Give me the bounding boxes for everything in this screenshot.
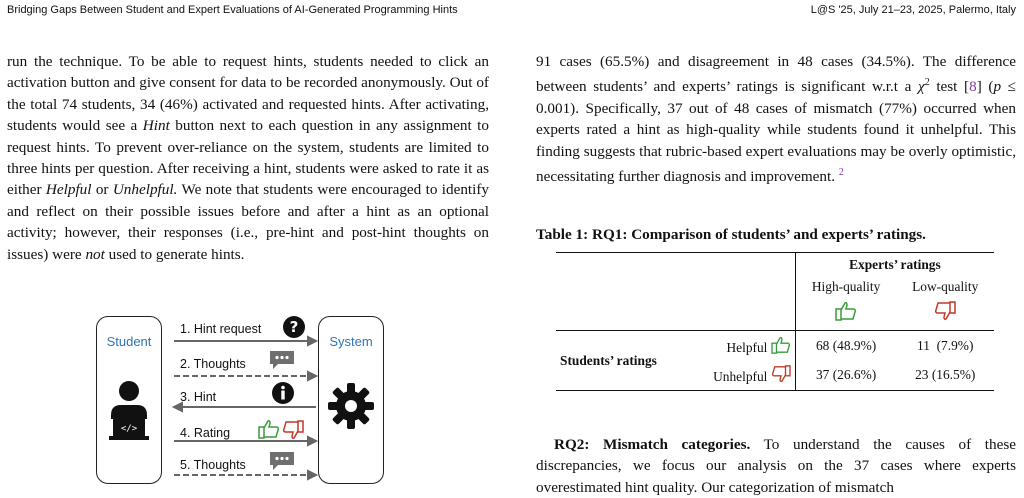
table-row — [556, 331, 994, 361]
col-high-quality: High-quality — [811, 278, 881, 294]
row-label-helpful: Helpful — [726, 339, 768, 355]
svg-text:?: ? — [289, 318, 299, 336]
body-paragraph: 91 cases (65.5%) and disagreement in 48 cases (34.5%). The difference between students’ and experts’ ratings is significant w.r.t a $\chi^2$ test [8] (p ≤ 0.001). Specifically, 37 out of 48 cases of mismatch (77%) occurred when experts rated a hint as high-quality while students found it unhelpful. This finding suggests that rubric-based expert evaluations may be overly optimistic, necessitating further diagnosis and improvement. $^2$ — [536, 53, 1016, 186]
system-label: System — [329, 334, 373, 349]
running-header-venue: L@S '25, July 21–23, 2025, Palermo, Italy — [810, 4, 1016, 16]
svg-text:</>: </> — [120, 424, 138, 434]
experts-header: Experts’ ratings — [849, 256, 941, 272]
thumbs-up-icon — [771, 336, 791, 354]
step-thoughts-post: 5. Thoughts — [180, 458, 246, 472]
step-hint: 3. Hint — [180, 390, 217, 404]
footnote-marker[interactable]: 2 — [838, 167, 844, 179]
right-column — [536, 51, 1016, 188]
info-icon — [272, 382, 294, 404]
step-rating: 4. Rating — [180, 426, 231, 440]
interaction-diagram — [96, 316, 394, 486]
ratings-table — [556, 252, 994, 391]
citation-link[interactable]: 8 — [969, 78, 977, 96]
unhelpful-term: Unhelpful. — [112, 181, 178, 199]
col-low-quality: Low-quality — [912, 278, 979, 294]
left-column — [7, 51, 489, 265]
not-term: not — [85, 245, 105, 263]
speech-bubble-icon — [269, 450, 295, 472]
thumbs-down-icon — [282, 420, 304, 440]
thumbs-down-icon — [933, 301, 957, 321]
question-icon — [283, 316, 305, 338]
student-label: Student — [106, 334, 152, 349]
rq2-text: To understand the causes of these discrepancies, we focus our analysis on the 37 cases where experts overestimated hint quality. Our categorization of mismatch — [536, 436, 1016, 496]
step-hint-request: 1. Hint request — [180, 322, 262, 336]
thumbs-up-icon — [834, 301, 858, 321]
rq2-heading: RQ2: Mismatch categories. — [554, 436, 751, 453]
step-thoughts-pre: 2. Thoughts — [180, 357, 246, 371]
cell-unhelpful-high: 37 (26.6%) — [815, 367, 877, 383]
helpful-term: Helpful — [45, 181, 92, 199]
cell-helpful-high: 68 (48.9%) — [815, 337, 877, 353]
row-label-unhelpful: Unhelpful — [713, 369, 768, 385]
table-caption: Table 1: RQ1: Comparison of students’ and experts’ ratings. — [536, 226, 926, 243]
running-header-title: Bridging Gaps Between Student and Expert Evaluations of AI-Generated Programming Hints — [7, 4, 458, 16]
hint-term: Hint — [142, 117, 170, 135]
thumbs-down-icon — [771, 365, 791, 383]
body-paragraph: run the technique. To be able to request hints, students needed to click an activation button and give consent for data to be recorded anonymously. Out of the total 74 students, 34 (46%) activated and requested hints. After activating, students would see a Hint button next to each question in any assignment to request hints. To prevent over-reliance on the system, students are limited to three hints per question. After receiving a hint, students were asked to rate it as either Helpful or Unhelpful. We note that students were encouraged to identify and reflect on their possible issues before and after a hint as an optional activity; however, their responses (i.e., pre-hint and post-hint thoughts on issues) were not used to generate hints. — [7, 53, 490, 263]
speech-bubble-icon — [269, 349, 295, 371]
cell-unhelpful-low: 23 (16.5%) — [915, 367, 976, 383]
students-header: Students’ ratings — [560, 352, 657, 368]
rq2-paragraph — [536, 434, 1016, 498]
cell-helpful-low: 11 (7.9%) — [917, 337, 974, 353]
thumbs-up-icon — [258, 419, 280, 439]
